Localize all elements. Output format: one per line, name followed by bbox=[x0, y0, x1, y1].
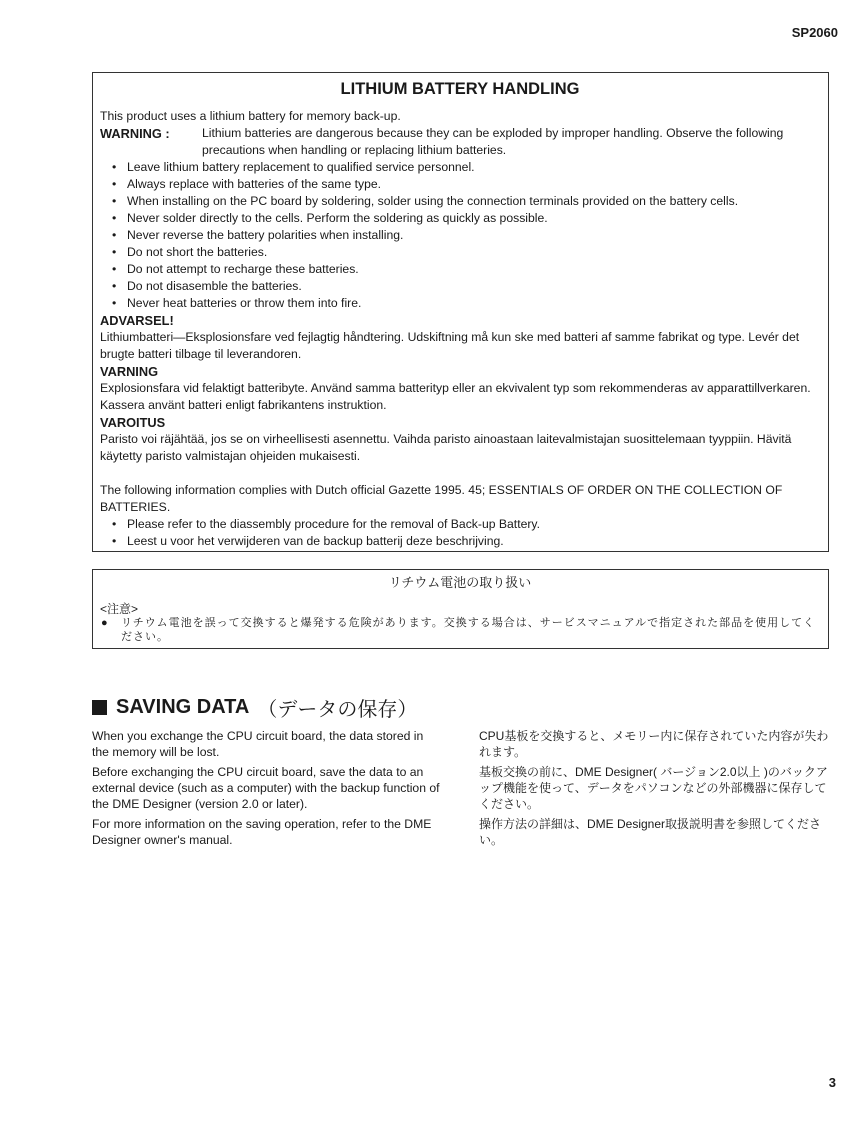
warning-label: WARNING : bbox=[100, 126, 170, 141]
caution-text-jp: リチウム電池を誤って交換すると爆発する危険があります。交換する場合は、サービスマニュアルで指定された部品を使用してください。 bbox=[121, 617, 816, 643]
paragraph: CPU基板を交換すると、メモリー内に保存されていた内容が失われます。 bbox=[479, 729, 829, 759]
saving-text-en bbox=[92, 728, 442, 852]
list-item: • Never heat batteries or throw them into fire. bbox=[112, 295, 820, 312]
page-number: 3 bbox=[828, 1075, 836, 1090]
dutch-list bbox=[100, 516, 820, 550]
warning-text: Lithium batteries are dangerous because they can be exploded by improper handling. Observe the following precautions when handling or replacing lithium batteries. bbox=[202, 126, 784, 157]
advarsel-heading: ADVARSEL! bbox=[100, 313, 174, 328]
list-item: • Leave lithium battery replacement to qualified service personnel. bbox=[112, 159, 820, 176]
bullet-icon: ● bbox=[101, 617, 109, 629]
paragraph: 基板交換の前に、DME Designer( バージョン2.0以上 )のバックアップ機能を使って、データをパソコンなどの外部機器に保存してください。 bbox=[479, 765, 828, 811]
saving-text-jp bbox=[479, 728, 829, 852]
warning-row bbox=[100, 125, 820, 159]
intro-text: This product uses a lithium battery for memory back-up. bbox=[100, 109, 401, 123]
list-item: • Leest u voor het verwijderen van de backup batterij deze beschrijving. bbox=[112, 533, 820, 550]
list-item: • Do not attempt to recharge these batteries. bbox=[112, 261, 820, 278]
paragraph: Before exchanging the CPU circuit board, save the data to an external device (such as a computer) with the backup function of the DME Designer (version 2.0 or later). bbox=[92, 765, 440, 811]
list-item: • When installing on the PC board by soldering, solder using the connection terminals provided on the battery cells. bbox=[112, 193, 820, 210]
square-bullet-icon bbox=[92, 700, 107, 715]
lithium-battery-box-jp bbox=[92, 569, 829, 649]
list-item: • Do not short the batteries. bbox=[112, 244, 820, 261]
saving-heading-jp: （データの保存） bbox=[257, 699, 418, 721]
list-item: • Always replace with batteries of the same type. bbox=[112, 176, 820, 193]
precaution-list bbox=[100, 159, 820, 312]
paragraph: For more information on the saving operation, refer to the DME Designer owner's manual. bbox=[92, 817, 432, 847]
dutch-intro: The following information complies with Dutch official Gazette 1995. 45; ESSENTIALS OF ORDER ON THE COLLECTION OF BATTERIES. bbox=[100, 483, 783, 514]
list-item: • Do not disasemble the batteries. bbox=[112, 278, 820, 295]
advarsel-text: Lithiumbatteri—Eksplosionsfare ved fejlagtig håndtering. Udskiftning må kun ske med batteri af samme fabrikat og type. Levér det brugte batteri tilbage til leverandoren. bbox=[100, 330, 800, 361]
varoitus-heading: VAROITUS bbox=[100, 415, 166, 430]
varning-text: Explosionsfara vid felaktigt batteribyte. Använd samma batterityp eller an ekvivalent typ som rekommenderas av apparattillverkaren. Kassera använt batteri enligt fabrikantens instruktion. bbox=[100, 381, 811, 412]
paragraph: When you exchange the CPU circuit board, the data stored in the memory will be lost. bbox=[92, 729, 424, 759]
spacer bbox=[100, 465, 820, 482]
list-item: • Never reverse the battery polarities when installing. bbox=[112, 227, 820, 244]
varning-heading: VARNING bbox=[100, 364, 159, 379]
model-number: SP2060 bbox=[791, 25, 838, 40]
saving-data-heading bbox=[92, 693, 417, 722]
list-item: • Never solder directly to the cells. Perform the soldering as quickly as possible. bbox=[112, 210, 820, 227]
lithium-title-jp: リチウム電池の取り扱い bbox=[388, 575, 532, 590]
caution-label-jp: <注意> bbox=[100, 602, 139, 616]
lithium-battery-box-en bbox=[92, 72, 829, 552]
list-item: • Please refer to the diassembly procedure for the removal of Back-up Battery. bbox=[112, 516, 820, 533]
varoitus-text: Paristo voi räjähtää, jos se on virheellisesti asennettu. Vaihda paristo ainoastaan laitevalmistajan suosittelemaan tyyppiin. Hävitä käytetty paristo valmistajan ohjeiden mukaisesti. bbox=[100, 432, 792, 463]
caution-item-jp bbox=[100, 616, 820, 644]
lithium-title: LITHIUM BATTERY HANDLING bbox=[340, 80, 580, 98]
paragraph: 操作方法の詳細は、DME Designer取扱説明書を参照してください。 bbox=[479, 817, 822, 847]
saving-heading-en: SAVING DATA bbox=[116, 696, 250, 718]
